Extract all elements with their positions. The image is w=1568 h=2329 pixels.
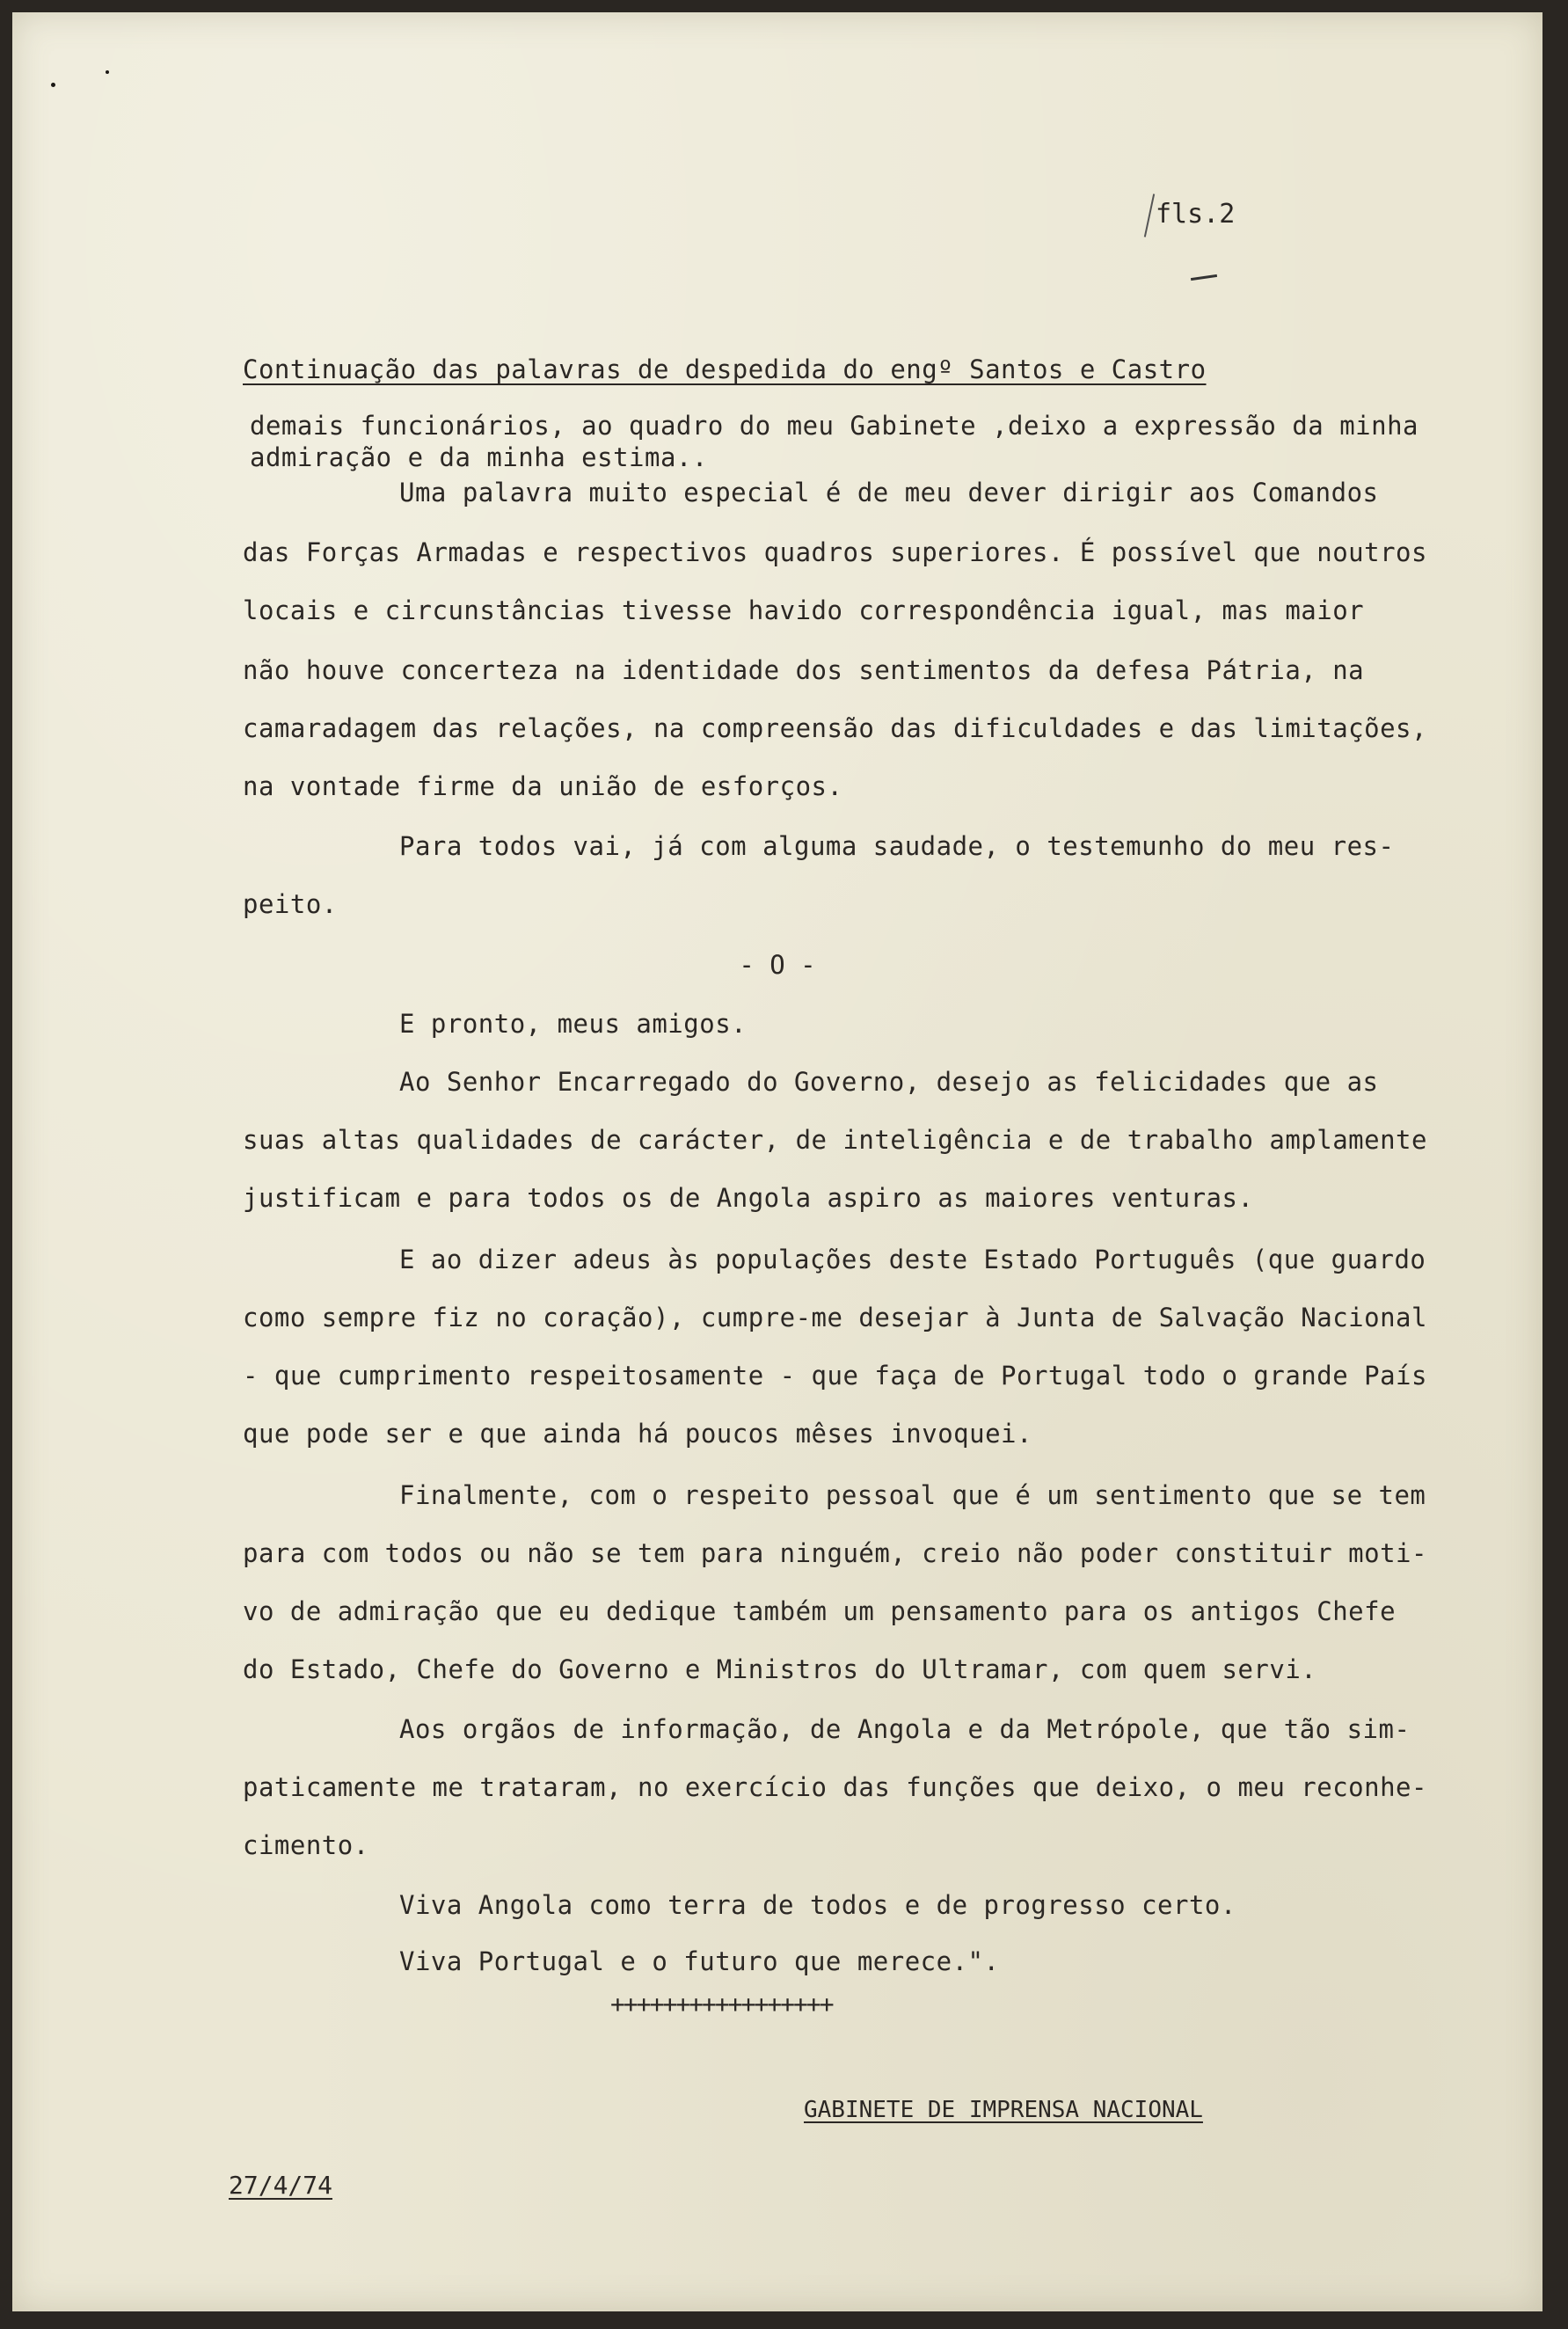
closing-crosses: +++++++++++++++++ [610, 1990, 833, 2019]
text-line: Viva Portugal e o futuro que merece.". [399, 1946, 1000, 1976]
text-line: como sempre fiz no coração), cumpre-me desejar à Junta de Salvação Nacional [243, 1303, 1427, 1332]
text-line: cimento. [243, 1830, 369, 1860]
folio-pencil-mark [1144, 193, 1155, 237]
text-line: E pronto, meus amigos. [399, 1009, 748, 1039]
ink-speck [106, 70, 109, 74]
text-line: Uma palavra muito especial é de meu dever dirigir aos Comandos [399, 478, 1379, 507]
page-heading: Continuação das palavras de despedida do engº Santos e Castro [243, 354, 1207, 384]
text-line: na vontade firme da união de esforços. [243, 771, 843, 801]
document-date: 27/4/74 [229, 2171, 333, 2200]
text-line: - que cumprimento respeitosamente - que faça de Portugal todo o grande País [243, 1361, 1427, 1391]
pencil-dash-mark [1191, 274, 1217, 281]
text-line: E ao dizer adeus às populações deste Estado Português (que guardo [399, 1245, 1426, 1274]
text-line: do Estado, Chefe do Governo e Ministros do Ultramar, com quem servi. [243, 1654, 1317, 1684]
folio-number: fls.2 [1156, 199, 1236, 230]
text-line: camaradagem das relações, na compreensão das dificuldades e das limitações, [243, 713, 1427, 743]
document-page [12, 12, 1542, 2311]
text-line: para com todos ou não se tem para ninguém, creio não poder constituir moti- [243, 1538, 1427, 1568]
text-line: das Forças Armadas e respectivos quadros superiores. É possível que noutros [243, 537, 1427, 567]
text-line: Finalmente, com o respeito pessoal que é um sentimento que se tem [399, 1480, 1426, 1510]
text-line: peito. [243, 889, 338, 919]
text-line: não houve concerteza na identidade dos sentimentos da defesa Pátria, na [243, 655, 1365, 685]
text-line: que pode ser e que ainda há poucos mêses invoquei. [243, 1419, 1032, 1449]
ink-speck [51, 83, 55, 87]
text-line: justificam e para todos os de Angola aspiro as maiores venturas. [243, 1183, 1254, 1213]
text-line: Ao Senhor Encarregado do Governo, desejo as felicidades que as [399, 1067, 1379, 1097]
text-line: locais e circunstâncias tivesse havido correspondência igual, mas maior [243, 595, 1365, 625]
text-line: Aos orgãos de informação, de Angola e da Metrópole, que tão sim- [399, 1714, 1411, 1744]
text-line: admiração e da minha estima.. [250, 442, 708, 472]
section-separator: - O - [739, 950, 816, 980]
text-line: suas altas qualidades de carácter, de inteligência e de trabalho amplamente [243, 1125, 1427, 1155]
text-line: vo de admiração que eu dedique também um pensamento para os antigos Chefe [243, 1596, 1397, 1626]
text-line: paticamente me trataram, no exercício das funções que deixo, o meu reconhe- [243, 1772, 1427, 1802]
text-line: demais funcionários, ao quadro do meu Gabinete ,deixo a expressão da minha [250, 411, 1419, 441]
text-line: Para todos vai, já com alguma saudade, o testemunho do meu res- [399, 831, 1395, 861]
issuer-signature: GABINETE DE IMPRENSA NACIONAL [804, 2097, 1203, 2123]
text-line: Viva Angola como terra de todos e de progresso certo. [399, 1890, 1236, 1920]
